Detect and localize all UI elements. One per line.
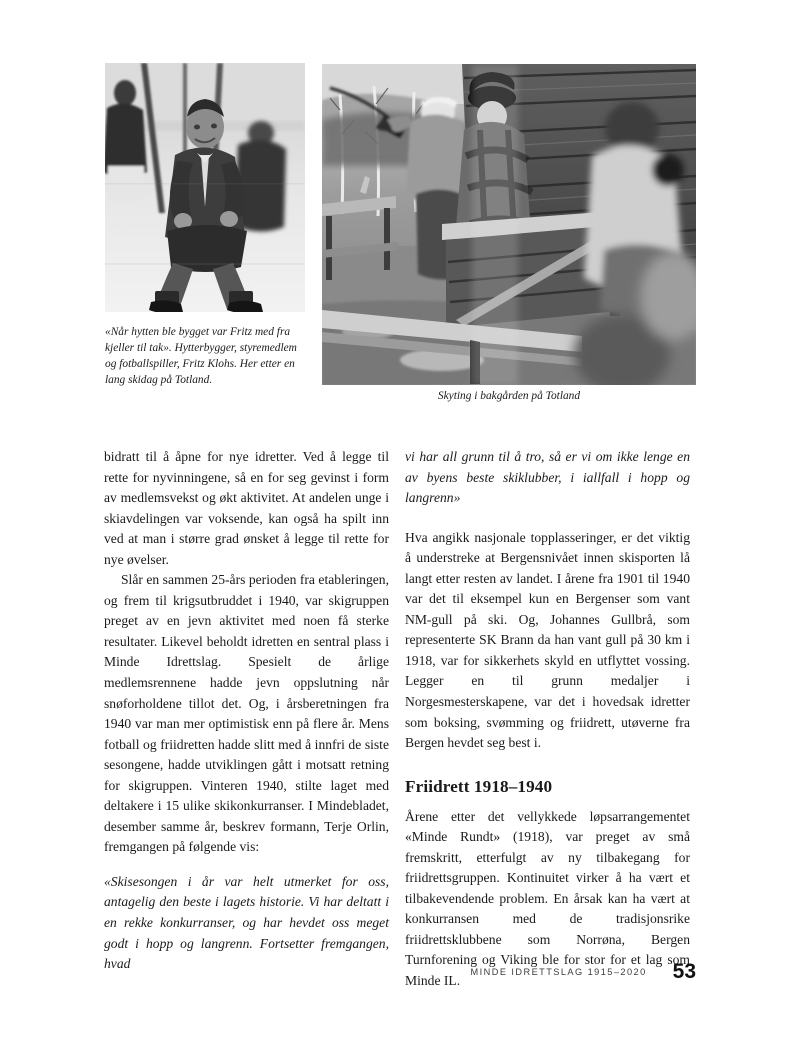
paragraph-spacer: [104, 858, 389, 872]
section-heading-friidrett: Friidrett 1918–1940: [405, 776, 553, 796]
photo-left-caption: «Når hytten ble bygget var Fritz med fra kjeller til tak». Hytterbygger, styremedlem og fotballspiller, Fritz Klohs. Her etter en lang skidag på Totland.: [105, 326, 297, 387]
running-title: MINDE IDRETTSLAG 1915–2020: [470, 967, 647, 977]
pullquote-left: «Skisesongen i år var helt utmerket for oss, antagelig den beste i lagets historie. Vi har deltatt i en rekke konkurranser, og har hevdet oss meget godt i hopp og langrenn. Fortsetter fremgangen, hvad: [104, 873, 389, 972]
photo-right-caption: Skyting i bakgården på Totland: [437, 390, 581, 402]
heading-spacer-bottom: [405, 798, 690, 807]
body-column-right: [405, 447, 690, 992]
pullquote-right-continuation: vi har all grunn til å tro, så er vi om ikke lenge en av byens beste skiklubber, i iallfall i hopp og langrenn»: [405, 449, 690, 506]
paragraph-spacer: [405, 509, 690, 528]
heading-spacer-top: [405, 754, 690, 776]
page-footer: [405, 958, 696, 983]
page-number: 53: [672, 960, 696, 983]
paragraph-left-1: bidratt til å åpne for nye idretter. Ved å legge til rette for nyvinningene, så en for seg gevinst i form av medlemsvekst og økt aktivitet. At andelen unge i skiavdelingen var voksende, kan også ha spilt inn ved at man i større grad ønsket å legge til rette for nye øvelser.: [104, 449, 389, 567]
paragraph-left-2: Slår en sammen 25-års perioden fra etableringen, og frem til krigsutbruddet i 1940, var skigruppen preget av en jevn aktivitet med noen få sterke resultater. Likevel beholdt idretten en sentral plass i Minde Idrettslag. Spesielt de årlige medlemsrennene hadde jevn oppslutning når snøforholdene tillot det. Og, i årsberetningen fra 1940 var man mer optimistisk enn på flere år. Mens fotball og friidretten hadde slitt med å innfri de siste sesongene, hadde utviklingen gått i motsatt retning for skigruppen. Vinteren 1940, stilte laget med deltakere i 15 ulike skikonkurranser. I Mindebladet, desember samme år, beskrev formann, Terje Orlin, fremgangen på følgende vis:: [104, 572, 389, 855]
photo-right-graphic: [322, 64, 696, 385]
paragraph-right-1: Hva angikk nasjonale topplasseringer, er det viktig å understreke at Bergensnivået innen skisporten lå langt etter resten av landet. I årene fra 1901 til 1940 var det til eksempel kun en Bergenser som vant NM-gull på ski. Og, Johannes Gullbrå, som representerte SK Brann da han vant gull på 30 km i 1918, var for sikkerhets skyld en utflyttet vossing. Legger en til grunn medaljer i Norgesmesterskapene, var det i hovedsak idretter som boksing, svømming og friidrett, utøverne fra Bergen hevdet seg best i.: [405, 529, 690, 751]
photo-left-graphic: [105, 63, 305, 312]
body-column-left: [104, 447, 389, 975]
photo-fritz-klohs-skiing: [105, 63, 305, 312]
photo-shooting-at-totland: [322, 64, 696, 385]
paragraph-right-2: Årene etter det vellykkede løpsarrangementet «Minde Rundt» (1918), var preget av små fremskritt, etterfulgt av ny tilbakegang for friidrettsgruppen. Kontinuitet virker å ha vært et tilbakevendende problem. En årsak kan ha vært at konkurransen med de tradisjonsrike friidrettsklubbene som Norrøna, Bergen Turnforening og Viking ble for stor for et lag som Minde IL.: [405, 808, 690, 989]
